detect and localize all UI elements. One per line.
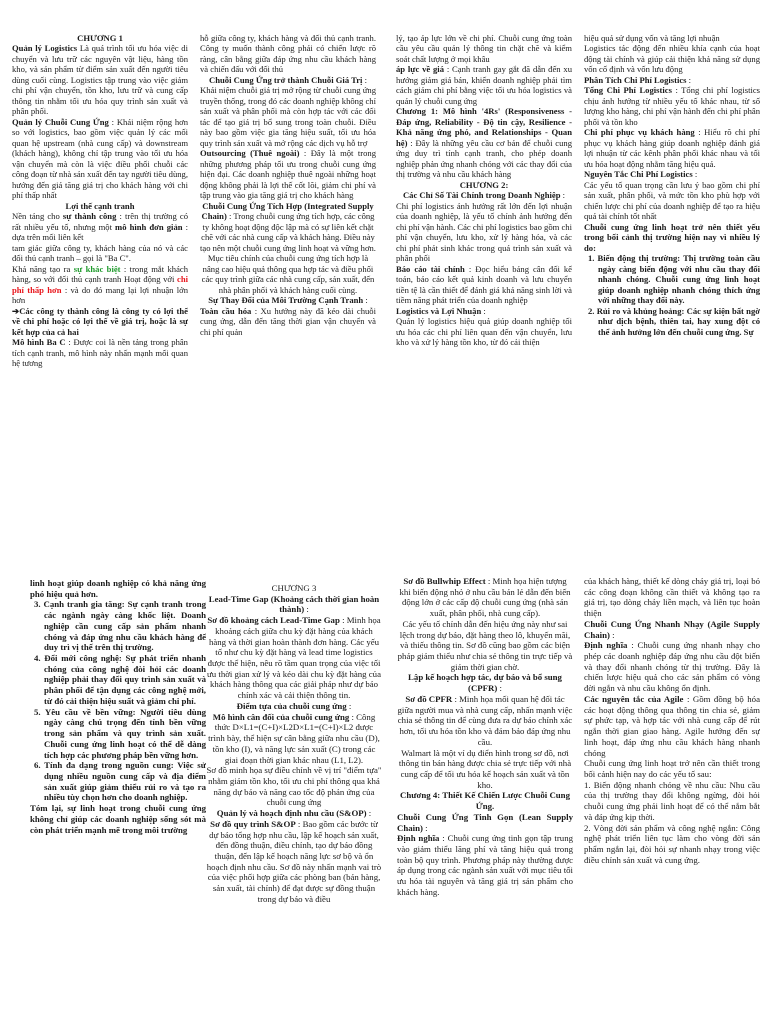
paragraph [12,243,188,264]
text-column-3 [396,33,572,511]
emphasized-text: Định nghĩa [584,640,628,651]
emphasized-text: Lập kế hoạch hợp tác, dự báo và bổ sung (CPFR) [408,672,562,694]
paragraph [584,780,760,823]
emphasized-text: Chuỗi cung ứng linh hoạt trở nên thiết yếu trong bối cảnh thị trường hiện nay vì nhiều lý do: [584,221,760,253]
paragraph [206,583,382,594]
paragraph [12,264,188,306]
paragraph [584,758,760,779]
text-run: : [368,808,372,819]
paragraph [206,819,382,905]
emphasized-text: áp lực về giá [396,64,444,75]
emphasized-text: Sơ đồ Bullwhip Effect [403,576,486,586]
emphasized-text: Nguyên Tắc Chi Phí Logistics [584,169,693,180]
paragraph [584,694,760,758]
emphasized-text: ➔Các công ty thành công là công ty có lợi thế về chi phí hoặc có lợi thế về giá trị, hoặc là sự kết hợp của cả hai [12,305,188,337]
emphasized-text: Quản lý Chuỗi Cung Ứng [12,116,109,127]
paragraph [30,707,206,761]
text-run: : [562,190,566,201]
paragraph [397,576,573,619]
emphasized-text: Định nghĩa [397,833,440,844]
paragraph [584,823,760,866]
text-run: 2. Vòng đời sản phẩm và công nghệ ngắn: Công nghệ phát triển liên tục làm cho vòng đời sản phẩm ngắn lại, đòi hỏi sự nhanh nhạy trong việc điều chỉnh sản xuất và cung ứng. [584,822,760,865]
text-run: : Bao gồm các bước từ dự báo tổng hợp nhu cầu, lập kế hoạch sản xuất, đến đồng thuận, điều chỉnh, tạo dự báo đồng thuận, đến lập kế hoạch năng lực sơ bộ và ổn hoạch định nhu cầu. Sơ đồ này nhấn mạnh vai trò của việc phối hợp giữa các phòng ban (bán hàng, sản xuất, tài chính) để đạt được sự đồng thuận trong dự báo và điều [206,818,382,904]
paragraph [397,748,573,791]
emphasized-text: Phân Tích Chi Phí Logistics [584,74,687,85]
text-run: : Đây là những yêu cầu cơ bản để chuỗi cung ứng duy trì tính cạnh tranh, cho phép doanh nghiệp phản ứng nhanh chóng với các thay đổi của thị trường và nhu cầu khách hàng [396,137,572,180]
text-run: : Đọc hiểu bảng cân đối kế toán, báo cáo kết quả kinh doanh và lưu chuyển tiền tệ là cần thiết để đánh giá khả năng sinh lời và tiềm năng phát triển của doanh nghiệp [396,263,572,306]
paragraph [200,85,376,148]
paragraph [12,211,188,242]
paragraph [584,33,760,43]
emphasized-text: Mô hình Ba C [12,337,66,348]
paragraph [396,180,572,190]
text-run: : Được coi là nền tảng trong phân tích cạnh tranh, mô hình này nhấn mạnh mối quan hệ tương [12,337,188,369]
text-column-5 [30,578,206,1024]
paragraph [397,672,573,693]
paragraph [584,253,760,305]
emphasized-text: Tóm lại, sự linh hoạt trong chuỗi cung ứng không chỉ giúp các doanh nghiệp sống sót mà còn phát triển mạnh mẽ trong môi trường [30,803,206,835]
emphasized-text: Các Chỉ Số Tài Chính trong Doanh Nghiệp [402,190,561,201]
text-column-8 [584,576,760,1024]
paragraph [396,33,572,64]
emphasized-text: Các nguyên tắc của Agile [584,693,684,704]
paragraph [584,619,760,640]
paragraph [30,599,206,653]
paragraph [396,264,572,306]
text-run: : [612,629,615,640]
text-run: : [688,74,692,85]
text-run: Là quá trình tối ưu hóa việc di chuyển và lưu trữ các nguyên vật liệu, hàng tồn kho, và sản phẩm từ điểm sản xuất đến người tiêu dùng cuối cùng. Logistics tập trung vào việc giảm chi phí vận chuyển, tồn kho, lưu trữ và cung cấp thông tin nhằm tối ưu hóa quy trình sản xuất và phân phối. [12,43,188,117]
paragraph [584,306,760,337]
text-run: : Minh họa mối quan hệ đối tác giữa người mua và nhà cung cấp, nhấn mạnh việc chia sẻ thông tin để cùng đưa ra dự báo chính xác hơn, tối ưu hóa tồn kho và đảm bảo đáp ứng nhu cầu. [397,693,573,747]
emphasized-text: sự khác biệt [73,263,121,274]
text-run: : Xu hướng này đã kéo dài chuỗi cung ứng, dẫn đến tăng thời gian vận chuyển và chi phí quản [200,305,376,337]
emphasized-text: Chuỗi Cung Ứng trở thành Chuỗi Giá Trị [209,74,363,85]
paragraph [12,306,188,337]
paragraph [396,190,572,200]
text-run: : trên thị trường có rất nhiều yếu tố, nhưng một [12,211,188,232]
paragraph [30,760,206,803]
paragraph [12,33,188,43]
emphasized-text: Chuỗi Cung Ứng Nhanh Nhạy (Agile Supply Chain) [584,618,760,640]
text-run: : Đây là một trong những phương pháp tối ưu trong chuỗi cung ứng hiện đại. Các doanh nghiệp thuê ngoài những hoạt động không phải là lợi thế cốt lõi, giảm chi phí và tập trung vào gia tăng giá trị cho khách hàng [200,148,376,201]
paragraph [584,43,760,74]
text-run: 1. Biến động nhanh chóng về nhu cầu: Nhu cầu của thị trường thay đổi không ngừng, đòi hỏi chuỗi cung ứng phải linh hoạt để có thể nắm bắt và đáp ứng kịp thời. [584,779,760,822]
emphasized-text: Sơ đồ khoảng cách Lead-Time Gap [207,615,340,626]
paragraph [12,337,188,368]
text-run: : Minh họa khoảng cách giữa chu kỳ đặt hàng của khách hàng và thời gian hoàn thành đơn hàng. Các yếu tố như chu kỳ đặt hàng và lead time logistics được thể hiện, nêu rõ tầm quan trọng của việc tối ưu thời gian xử lý và kéo dài chu kỳ đặt hàng của khách hàng thông qua các giải pháp như dự báo chính xác và cải thiện thông tin. [207,615,381,701]
emphasized-text: 4. Đổi mới công nghệ: Sự phát triển nhanh chóng của công nghệ đòi hỏi các doanh nghiệp phải thay đổi quy trình sản xuất và phân phối để tận dụng các công nghệ mới, từ đó cải thiện hiệu suất và giảm chi phí. [34,653,206,706]
text-run: : Chuỗi cung ứng tinh gọn tập trung vào giảm thiểu lãng phí và tăng hiệu quả trong toàn bộ quy trình. Phương pháp này thường được áp dụng trong các ngành sản xuất với mục tiêu tối ưu hóa tài nguyên và tăng giá trị sản phẩm cho khách hàng. [397,833,573,897]
emphasized-text: 6. Tính đa dạng trong nguồn cung: Việc sử dụng nhiều nguồn cung cấp và địa điểm sản xuất giúp giảm thiểu rủi ro và tạo ra nhiều tùy chọn hơn cho doanh nghiệp. [34,760,206,803]
paragraph [206,765,382,808]
paragraph [584,222,760,253]
text-run: : [483,305,486,316]
emphasized-text: CHƯƠNG 2: [459,179,509,190]
paragraph [396,316,572,347]
text-run: Chuỗi cung ứng linh hoạt trở nên cần thiết trong bối cảnh hiện nay do các yếu tố sau: [584,758,760,779]
text-run: : Công thức D×L1=(C+I)×L2D×L1=(C+I)×L2 được trình bày, thể hiện sự cân bằng giữa nhu cầu (D), tồn kho (I), và năng lực sản xuất (C) trong các giai đoạn thời gian khác nhau (L1, L2). [208,711,380,765]
text-run: : Gồm đồng bộ hóa các hoạt động thông qua thông tin chia sẻ, giảm sự phức tạp, và hợp tác với nhà cung cấp để rút ngắn thời gian giao hàng. Agile hướng đến sự linh hoạt, đáp ứng nhu cầu khách hàng nhanh chóng [584,693,760,758]
emphasized-text: Toàn cầu hóa [200,305,252,316]
emphasized-text: Chi phí phục vụ khách hàng [584,127,695,138]
text-run: Logistics tác động đến nhiều khía cạnh của hoạt động tài chính và giúp cải thiện khả năng sử dụng vốn cố định và vốn lưu động [584,43,760,75]
text-run: : và do đó mang lại lợi nhuận lớn hơn [12,284,188,306]
paragraph [397,619,573,673]
paragraph [30,803,206,835]
text-run: lý, tạo áp lực lớn về chi phí. Chuỗi cung ứng toàn cầu yêu cầu quản lý thông tin chặt chẽ và kiểm soát chất lượng ở mọi khâu [396,33,572,64]
text-run: : Chuỗi cung ứng nhanh nhạy cho phép các doanh nghiệp đáp ứng nhu cầu đột biến và thay đổi nhanh chóng từ thị trường. Đây là chiến lược hiệu quả cho các sản phẩm có vòng đời ngắn và nhu cầu không ổn định. [584,640,760,694]
text-run: của khách hàng, thiết kế dòng chảy giá trị, loại bỏ các công đoạn không cần thiết và không tạo ra giá trị, tạo dòng chảy liền mạch, và liên tục hoàn thiện [584,576,760,619]
emphasized-text: linh hoạt giúp doanh nghiệp có khả năng ứng phó hiệu quả hơn. [30,578,206,599]
emphasized-text: 3. Cạnh tranh gia tăng: Sự cạnh tranh trong các ngành ngày càng khốc liệt. Doanh nghiệp cần cung cấp sản phẩm nhanh chóng và đáp ứng nhu cầu khách hàng để duy trì vị thế trên thị trường. [34,599,206,653]
paragraph [584,75,760,85]
text-run: Khả năng tạo ra [12,263,74,274]
text-run: Các yếu tố chính dẫn đến hiệu ứng này như sai lệch trong dự báo, đặt hàng theo lô, khuyến mãi, và thiếu thông tin. Sơ đồ cũng bao gồm các biện pháp giảm thiểu như chia sẻ thông tin trực tiếp và giảm thời gian chờ. [397,618,573,672]
text-run: : [425,822,428,833]
emphasized-text: CHƯƠNG 1 [77,33,123,43]
text-run: : dựa trên mối liên kết [12,221,188,243]
text-column-2 [200,33,376,511]
paragraph [396,201,572,264]
paragraph [584,85,760,127]
emphasized-text: Chuỗi Cung Ứng Tinh Gọn (Lean Supply Chain) [397,811,573,833]
emphasized-text: mô hình đơn giản [115,221,183,232]
text-run: CHƯƠNG 3 [271,583,317,593]
emphasized-text: Lead-Time Gap (Khoảng cách thời gian hoàn thành) [208,593,380,615]
paragraph [200,75,376,85]
text-run: Sơ đồ minh họa sự điều chỉnh về vị trí "điểm tựa" nhằm giảm tồn kho, tối ưu chi phí thông qua khả năng dự báo và năng cao tốc độ phản ứng của chuỗi cung ứng [206,765,382,808]
emphasized-text: Chương 1: Mô hình '4Rs' (Responsiveness - Đáp ứng, Reliability - Độ tin cậy, Resilience - Khả năng ứng phó, and Relationships - Quan hệ) [396,106,572,148]
paragraph [200,295,376,305]
text-run: hiệu quả sử dụng vốn và tăng lợi nhuận [584,33,720,43]
paragraph [584,640,760,694]
text-run: : [694,169,698,180]
paragraph [206,594,382,615]
emphasized-text: Sơ đồ CPFR [405,693,453,704]
paragraph [30,653,206,707]
emphasized-text: Điểm tựa của chuỗi cung ứng [236,700,347,711]
paragraph [200,306,376,337]
text-run: Khái niệm chuỗi giá trị mở rộng từ chuỗi cung ứng truyền thống, trong đó các doanh nghiệp không chỉ sản xuất và phân phối mà còn hợp tác với các đối tác để tạo giá trị bổ sung trong toàn chuỗi. Điều này bao gồm việc gia tăng hiệu suất, tối ưu hóa quy trình sản xuất và mở rộng các dịch vụ hỗ trợ [200,85,376,148]
text-column-1 [12,33,188,511]
paragraph [200,148,376,200]
paragraph [12,201,188,211]
emphasized-text: Quản lý và hoạch định nhu cầu (S&OP) [216,808,367,819]
paragraph [12,117,188,201]
paragraph [206,808,382,819]
paragraph [397,833,573,897]
emphasized-text: Mô hình cân đối của chuỗi cung ứng [212,711,350,722]
text-run: : Minh họa hiện tượng khi biến động nhỏ ở nhu cầu bán lẻ dẫn đến biến động lớn ở các cấp độ chuỗi cung ứng (nhà sản xuất, phân phối, nhà cung cấp). [399,576,571,619]
text-run: Nền tảng cho [12,211,63,222]
paragraph [200,201,376,295]
paragraph [584,180,760,222]
paragraph [12,43,188,116]
text-column-4 [584,33,760,511]
text-run: : [364,74,367,85]
emphasized-text: 5. Yêu cầu về bền vững: Người tiêu dùng ngày càng chú trọng đến tính bền vững trong sản phẩm và quy trình sản xuất. Chuỗi cung ứng linh hoạt có thể dễ dàng tích hợp các phương pháp bền vững hơn. [34,706,206,760]
text-column-7 [397,576,573,1024]
text-run: : [365,295,368,306]
text-column-6 [206,583,382,1024]
paragraph [397,790,573,811]
paragraph [584,576,760,619]
text-run: : [499,683,502,694]
emphasized-text: Sự Thay Đổi của Môi Trường Cạnh Tranh [208,295,364,306]
emphasized-text: 2. Rủi ro và khủng hoảng: Các sự kiện bất ngờ như dịch bệnh, thiên tai, hay xung đột có thể ảnh hưởng lớn đến chuỗi cung ứng. Sự [588,305,760,337]
emphasized-text: Sơ đồ quy trình S&OP [210,818,296,829]
text-run: : Trong chuỗi cung ứng tích hợp, các công ty không hoạt động độc lập mà có sự liên kết chặt chẽ với các nhà cung cấp và khách hàng. Điều này tạo nên một chuỗi cung ứng linh hoạt và vững hơn. Mục tiêu chính của chuỗi cung ứng tích hợp là nâng cao hiệu quả thông qua hợp tác và điều phối các quy trình giữa các nhà cung cấp, sản xuất, đến nhà phân phối và khách hàng cuối cùng. [200,211,376,295]
emphasized-text: Quản lý Logistics [12,43,78,54]
emphasized-text: sự thành công [62,211,117,222]
text-run: Các yếu tố quan trọng cần lưu ý bao gồm chi phí sản xuất, phân phối, và mức tồn kho phù hợp với chiến lược chi phí của doanh nghiệp để tạo ra hiệu quả tài chính tốt nhất [584,179,760,222]
paragraph [206,701,382,712]
paragraph [397,812,573,833]
emphasized-text: Outsourcing (Thuê ngoài) [200,148,300,159]
paragraph [396,306,572,316]
text-run: : trong mắt khách hàng, so với đối thủ cạnh tranh Hoạt động với [12,263,188,285]
text-run: : Cạnh tranh gay gắt đã dẫn đến xu hướng giảm giá bán, khiến doanh nghiệp phải tìm cách giảm chi phí bằng việc tối ưu hóa logistics và quản lý chuỗi cung ứng [396,64,572,106]
emphasized-text: Logistics và Lợi Nhuận [396,305,482,316]
text-run: tam giác giữa công ty, khách hàng của nó và các đối thủ cạnh tranh – gọi là "Ba C". [12,242,188,264]
text-run: Walmart là một ví dụ điển hình trong sơ đồ, nơi thông tin bán hàng được chia sẻ trực tiếp với nhà cung cấp để tối ưu hóa kế hoạch sản xuất và tồn kho. [398,747,572,790]
paragraph [396,64,572,106]
emphasized-text: Tổng Chi Phí Logistics [584,85,672,96]
emphasized-text: 1. Biến động thị trường: Thị trường toàn cầu ngày càng biến động với nhu cầu thay đổi nhanh chóng. Chuỗi cung ứng linh hoạt giúp doanh nghiệp nhanh chóng thích ứng với những thay đổi này. [588,253,760,306]
paragraph [397,694,573,748]
text-run: Quản lý logistics hiệu quả giúp doanh nghiệp tối ưu hóa các chi phí liên quan đến vận chuyển, lưu kho và xử lý hàng tồn kho, từ đó cải thiện [396,316,572,348]
paragraph [396,106,572,179]
text-run: Chi phí logistics ảnh hưởng rất lớn đến lợi nhuận của doanh nghiệp, là yếu tố chính ảnh hưởng đến chi phí vận hành. Các chi phí logistics bao gồm chi phí vận chuyển, lưu kho, xử lý hàng hóa, và các chi phí phát sinh khác trong quá trình sản xuất và phân phối [396,200,572,264]
text-run: : [306,604,309,615]
text-run: : Hiểu rõ chi phí phục vụ khách hàng giúp doanh nghiệp đánh giá lợi nhuận từ các kênh phân phối khác nhau và tối ưu hóa hoạt động nhằm tăng hiệu quả. [584,127,760,169]
paragraph [584,169,760,179]
emphasized-text: Chuỗi Cung Ứng Tích Hợp (Integrated Supply Chain) [201,200,374,222]
text-run: : [348,700,352,711]
paragraph [206,615,382,701]
paragraph [206,712,382,766]
text-run: : Khái niệm rộng hơn so với logistics, bao gồm việc quản lý các mối quan hệ upstream (nhà cung cấp) và downstream (khách hàng), không chỉ tập trung vào tối ưu hóa vận chuyển mà còn là việc điều phối chuỗi các công đoạn từ nhà sản xuất đến tay người tiêu dùng, hướng đến giá tăng giá trị cho khách hàng với chi phí thấp nhất [12,116,188,201]
emphasized-text: chi phí thấp hơn [12,274,188,295]
text-run: : Tổng chi phí logistics chịu ảnh hưởng từ nhiều yếu tố khác nhau, từ số lượng kho hàng, chi phí vận hành đến chi phí phân phối và tồn kho [584,85,760,127]
text-run: hỗ giữa công ty, khách hàng và đối thủ cạnh tranh. Công ty muốn thành công phải có chiến lược rõ ràng, cân bằng giữa đáp ứng nhu cầu khách hàng và chiến đấu với đối thủ [200,33,376,75]
emphasized-text: Báo cáo tài chính [396,263,465,274]
paragraph [30,578,206,599]
emphasized-text: Lợi thế cạnh tranh [65,200,135,211]
emphasized-text: Chương 4: Thiết Kế Chiến Lược Chuỗi Cung Ứng. [400,790,570,812]
paragraph [584,127,760,169]
paragraph [200,33,376,75]
